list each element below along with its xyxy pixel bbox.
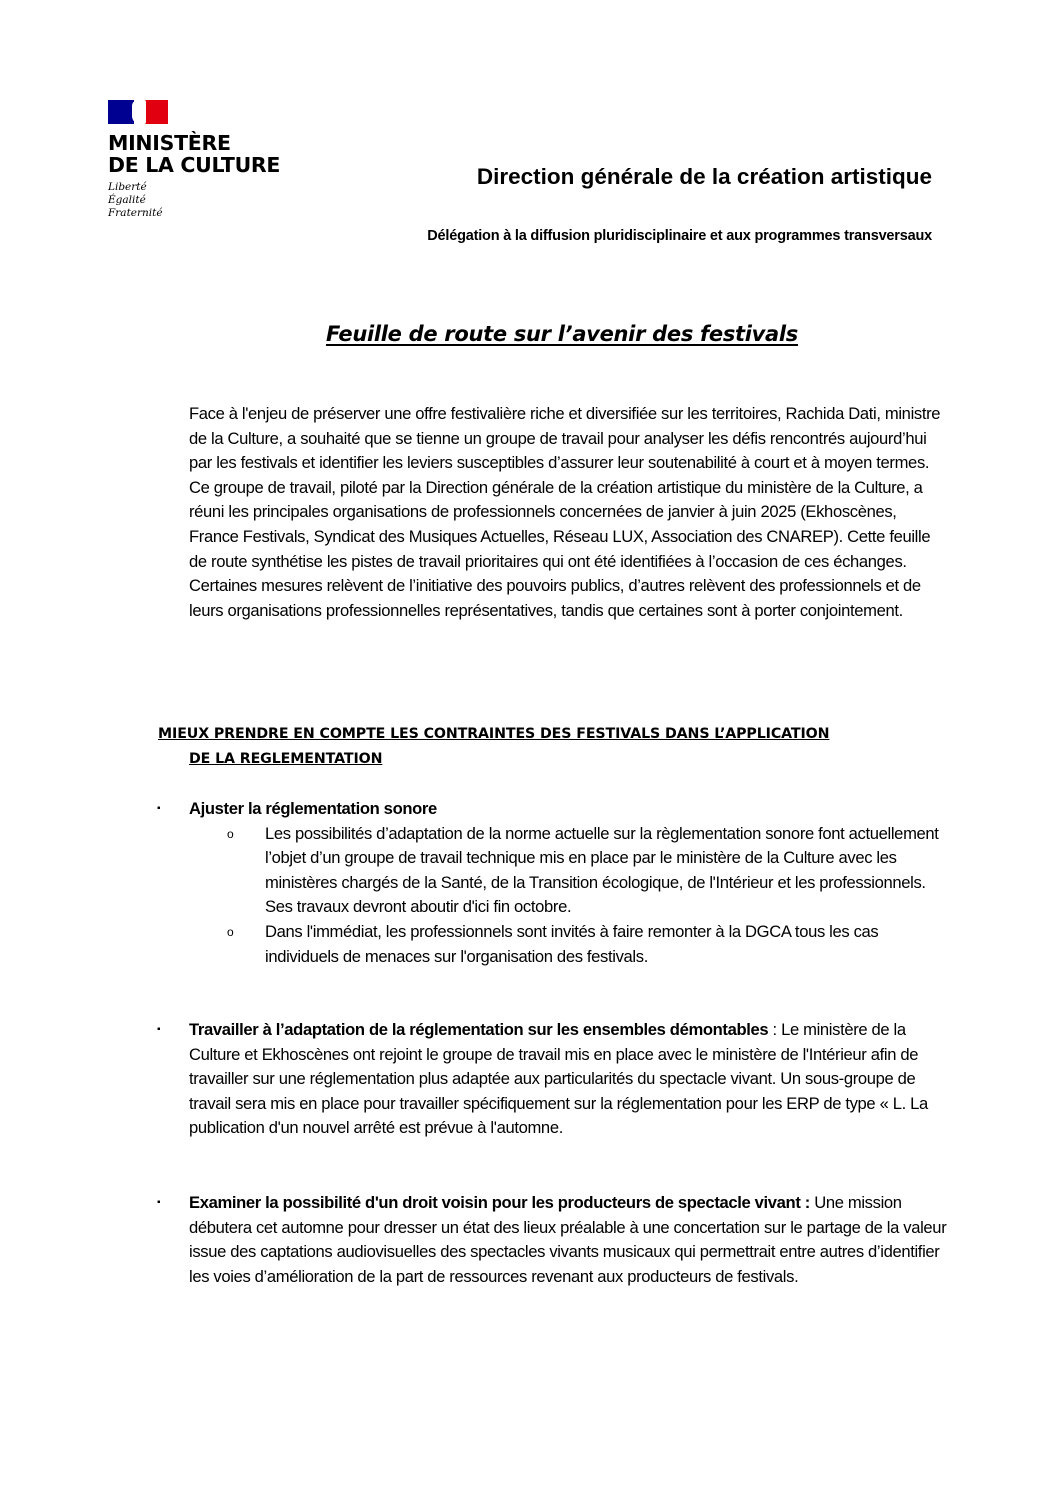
sub-bullet-text: Les possibilités d’adaptation de la norme actuelle sur la règlementation sonore font actuellement l’objet d’un groupe de travail technique mis en place par le ministère de la Culture avec les ministères chargés de la Santé, de la Transition écologique, de l'Intérieur et les professionnels. Ses travaux devront aboutir d'ici fin octobre. [265,823,939,917]
bullet-text: Une mission débutera cet automne pour dresser un état des lieux préalable à une concertation sur le partage de la valeur issue des captations audiovisuelles des spectacles vivants musicaux qui permettrait entre autres d’identifier les voies d’amélioration de la part de ressources revenant aux producteurs de festivals. [189,1193,947,1286]
section-heading [158,722,948,771]
sub-bullet-item [189,822,947,920]
square-bullet-icon: ▪ [157,1197,161,1208]
ministry-name-line1: MINISTÈRE [108,131,231,155]
motto-egalite: Égalité [108,194,146,206]
square-bullet-icon: ▪ [157,1024,161,1035]
delegation-subtitle: Délégation à la diffusion pluridisciplinaire et aux programmes transversaux [427,228,932,244]
ministry-name-line2: DE LA CULTURE [108,153,281,177]
bullet-title: Travailler à l’adaptation de la réglementation sur les ensembles démontables [189,1020,769,1039]
republic-motto [108,181,298,220]
bullet-text: : Le ministère de la Culture et Ekhoscènes ont rejoint le groupe de travail mis en place avec le ministère de l'Intérieur afin de travailler sur une réglementation plus adaptée aux particularités du spectacle vivant. Un sous-groupe de travail sera mis en place pour travailler spécifiquement sur la réglementation pour les ERP de type « L. La publication d'un nouvel arrêté est prévue à l'automne. [189,1020,928,1138]
section-heading-line1: MIEUX PRENDRE EN COMPTE LES CONTRAINTES DES FESTIVALS DANS L’APPLICATION [158,726,830,742]
motto-liberte: Liberté [108,181,147,193]
bullet-item [157,1018,947,1141]
ministry-logo [108,100,298,220]
circle-bullet-icon: o [227,826,234,841]
square-bullet-icon: ▪ [157,803,161,814]
document-title: Feuille de route sur l’avenir des festivals [325,322,799,346]
marianne-flag-icon [108,100,168,124]
bullet-title: Examiner la possibilité d'un droit voisin pour les producteurs de spectacle vivant : [189,1193,810,1212]
motto-fraternite: Fraternité [108,207,163,219]
bullet-item [157,797,947,969]
intro-paragraph: Face à l'enjeu de préserver une offre festivalière riche et diversifiée sur les territoires, Rachida Dati, ministre de la Culture, a souhaité que se tienne un groupe de travail pour analyser les défis rencontrés aujourd’hui par les festivals et identifier les leviers susceptibles d’assurer leur soutenabilité à court et à moyen termes. Ce groupe de travail, piloté par la Direction générale de la création artistique du ministère de la Culture, a réuni les principales organisations de professionnels concernées de janvier à juin 2025 (Ekhoscènes, France Festivals, Syndicat des Musiques Actuelles, Réseau LUX, Association des CNAREP). Cette feuille de route synthétise les pistes de travail prioritaires qui ont été identifiées à l’occasion de ces échanges. Certaines mesures relèvent de l’initiative des pouvoirs publics, d’autres relèvent des professionnels et de leurs organisations professionnelles représentatives, tandis que certaines sont à porter conjointement. [189,404,941,620]
section-heading-line2: DE LA REGLEMENTATION [189,750,383,767]
bullet-title: Ajuster la réglementation sonore [189,799,437,818]
circle-bullet-icon: o [227,924,234,939]
ministry-name [108,132,298,176]
sub-bullet-text: Dans l'immédiat, les professionnels sont invités à faire remonter à la DGCA tous les cas individuels de menaces sur l'organisation des festivals. [265,921,879,966]
bullet-item [157,1191,947,1289]
direction-title: Direction générale de la création artistique [476,164,932,189]
sub-bullet-item [189,920,947,969]
